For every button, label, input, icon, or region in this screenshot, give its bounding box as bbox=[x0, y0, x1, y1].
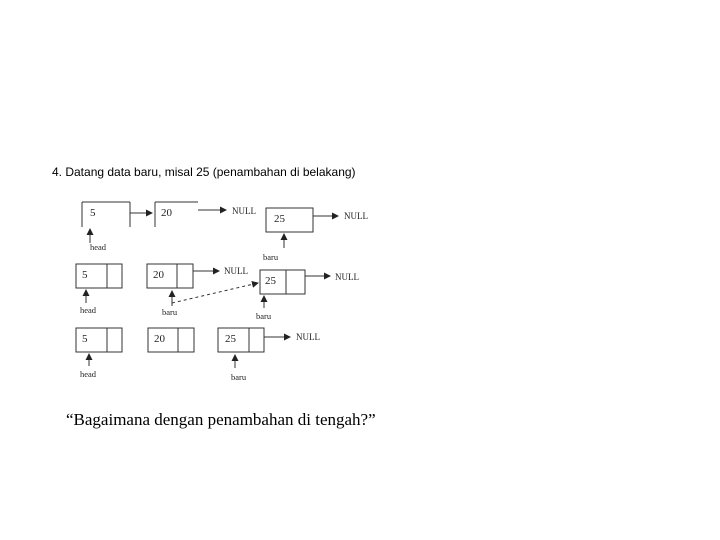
row1-node-5-value: 5 bbox=[90, 207, 96, 219]
row2-baru-label-2: baru bbox=[256, 311, 272, 321]
row2-null-label: NULL bbox=[224, 266, 248, 276]
row3-after bbox=[76, 328, 320, 382]
row3-head-label: head bbox=[80, 369, 97, 379]
row3-node-20-value: 20 bbox=[154, 333, 165, 345]
row2-new-node-value: 25 bbox=[265, 275, 276, 287]
step-title: 4. Datang data baru, misal 25 (penambahan di belakang) bbox=[52, 165, 356, 179]
question-text: “Bagaimana dengan penambahan di tengah?” bbox=[66, 410, 376, 429]
row1-before bbox=[82, 202, 368, 262]
row2-dashed-link bbox=[172, 283, 258, 303]
row2-node-5-value: 5 bbox=[82, 269, 88, 281]
row2-node-20-value: 20 bbox=[153, 269, 164, 281]
row1-baru-label: baru bbox=[263, 252, 279, 262]
row2-new-null-label: NULL bbox=[335, 272, 359, 282]
row3-null-label: NULL bbox=[296, 332, 320, 342]
row3-node-5-value: 5 bbox=[82, 333, 88, 345]
row3-node-25-value: 25 bbox=[225, 333, 236, 345]
row3-baru-label: baru bbox=[231, 372, 247, 382]
row1-new-node-value: 25 bbox=[274, 213, 285, 225]
row2-linking bbox=[76, 264, 359, 321]
row1-new-null-label: NULL bbox=[344, 211, 368, 221]
row2-baru-label-1: baru bbox=[162, 307, 178, 317]
row1-head-label: head bbox=[90, 242, 107, 252]
row2-head-label: head bbox=[80, 305, 97, 315]
row1-null-label: NULL bbox=[232, 206, 256, 216]
row1-node-20-value: 20 bbox=[161, 207, 172, 219]
